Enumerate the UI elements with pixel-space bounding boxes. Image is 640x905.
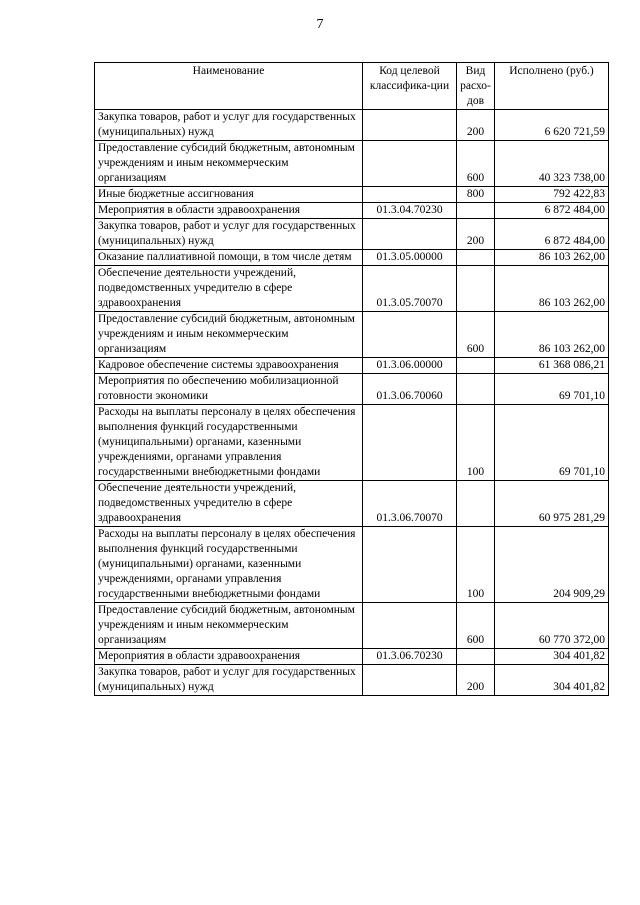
table-row (95, 405, 609, 481)
row-name: Закупка товаров, работ и услуг для государственных (муниципальных) нужд (95, 110, 363, 141)
row-sum: 69 701,10 (495, 374, 609, 405)
header-sum: Исполнено (руб.) (495, 63, 609, 110)
row-code (363, 665, 457, 696)
row-kind: 100 (457, 527, 495, 603)
row-kind (457, 374, 495, 405)
table-row (95, 110, 609, 141)
row-kind: 200 (457, 110, 495, 141)
row-name: Расходы на выплаты персоналу в целях обеспечения выполнения функций государственными (муниципальными) органами, казенными учреждениями, органами управления государственными внебюджетными фондами (95, 527, 363, 603)
row-sum: 86 103 262,00 (495, 250, 609, 266)
row-code (363, 219, 457, 250)
row-sum: 204 909,29 (495, 527, 609, 603)
row-kind: 800 (457, 187, 495, 203)
table-row (95, 527, 609, 603)
row-name: Закупка товаров, работ и услуг для государственных (муниципальных) нужд (95, 219, 363, 250)
row-name: Мероприятия по обеспечению мобилизационной готовности экономики (95, 374, 363, 405)
row-name: Предоставление субсидий бюджетным, автономным учреждениям и иным некоммерческим организациям (95, 141, 363, 187)
row-kind (457, 481, 495, 527)
row-code: 01.3.06.70060 (363, 374, 457, 405)
page-number: 7 (316, 17, 324, 32)
table-row (95, 649, 609, 665)
row-sum: 86 103 262,00 (495, 312, 609, 358)
table-row (95, 312, 609, 358)
table-row (95, 358, 609, 374)
row-kind: 600 (457, 312, 495, 358)
row-sum: 61 368 086,21 (495, 358, 609, 374)
table-row (95, 187, 609, 203)
row-name: Обеспечение деятельности учреждений, подведомственных учредителю в сфере здравоохранения (95, 481, 363, 527)
row-code (363, 187, 457, 203)
row-kind (457, 649, 495, 665)
row-code (363, 527, 457, 603)
header-name: Наименование (95, 63, 363, 110)
budget-execution-table (94, 62, 609, 696)
row-sum: 60 770 372,00 (495, 603, 609, 649)
row-sum: 86 103 262,00 (495, 266, 609, 312)
row-sum: 304 401,82 (495, 665, 609, 696)
row-code (363, 141, 457, 187)
header-code: Код целевой классифика-ции (363, 63, 457, 110)
row-code: 01.3.04.70230 (363, 203, 457, 219)
table-row (95, 266, 609, 312)
row-sum: 6 872 484,00 (495, 203, 609, 219)
row-code (363, 312, 457, 358)
row-name: Расходы на выплаты персоналу в целях обеспечения выполнения функций государственными (муниципальными) органами, казенными учреждениями, органами управления государственными внебюджетными фондами (95, 405, 363, 481)
row-code (363, 603, 457, 649)
row-kind (457, 358, 495, 374)
row-sum: 792 422,83 (495, 187, 609, 203)
row-sum: 6 620 721,59 (495, 110, 609, 141)
row-sum: 304 401,82 (495, 649, 609, 665)
table-row (95, 203, 609, 219)
row-name: Обеспечение деятельности учреждений, подведомственных учредителю в сфере здравоохранения (95, 266, 363, 312)
table-row (95, 141, 609, 187)
table-row (95, 603, 609, 649)
row-code: 01.3.06.70230 (363, 649, 457, 665)
table-row (95, 250, 609, 266)
row-code (363, 405, 457, 481)
row-kind: 100 (457, 405, 495, 481)
row-name: Предоставление субсидий бюджетным, автономным учреждениям и иным некоммерческим организациям (95, 603, 363, 649)
row-code: 01.3.05.00000 (363, 250, 457, 266)
row-code: 01.3.06.00000 (363, 358, 457, 374)
table-row (95, 481, 609, 527)
row-name: Мероприятия в области здравоохранения (95, 203, 363, 219)
table-header-row (95, 63, 609, 110)
row-name: Иные бюджетные ассигнования (95, 187, 363, 203)
table-row (95, 665, 609, 696)
table-row (95, 374, 609, 405)
row-sum: 60 975 281,29 (495, 481, 609, 527)
row-sum: 6 872 484,00 (495, 219, 609, 250)
header-kind: Вид расхо-дов (457, 63, 495, 110)
row-name: Мероприятия в области здравоохранения (95, 649, 363, 665)
row-code (363, 110, 457, 141)
row-kind: 200 (457, 219, 495, 250)
row-kind (457, 250, 495, 266)
row-kind: 600 (457, 141, 495, 187)
row-name: Оказание паллиативной помощи, в том числе детям (95, 250, 363, 266)
row-name: Кадровое обеспечение системы здравоохранения (95, 358, 363, 374)
row-sum: 40 323 738,00 (495, 141, 609, 187)
row-kind: 600 (457, 603, 495, 649)
row-name: Закупка товаров, работ и услуг для государственных (муниципальных) нужд (95, 665, 363, 696)
row-kind: 200 (457, 665, 495, 696)
row-code: 01.3.06.70070 (363, 481, 457, 527)
row-kind (457, 266, 495, 312)
row-sum: 69 701,10 (495, 405, 609, 481)
table-row (95, 219, 609, 250)
row-code: 01.3.05.70070 (363, 266, 457, 312)
row-kind (457, 203, 495, 219)
row-name: Предоставление субсидий бюджетным, автономным учреждениям и иным некоммерческим организациям (95, 312, 363, 358)
